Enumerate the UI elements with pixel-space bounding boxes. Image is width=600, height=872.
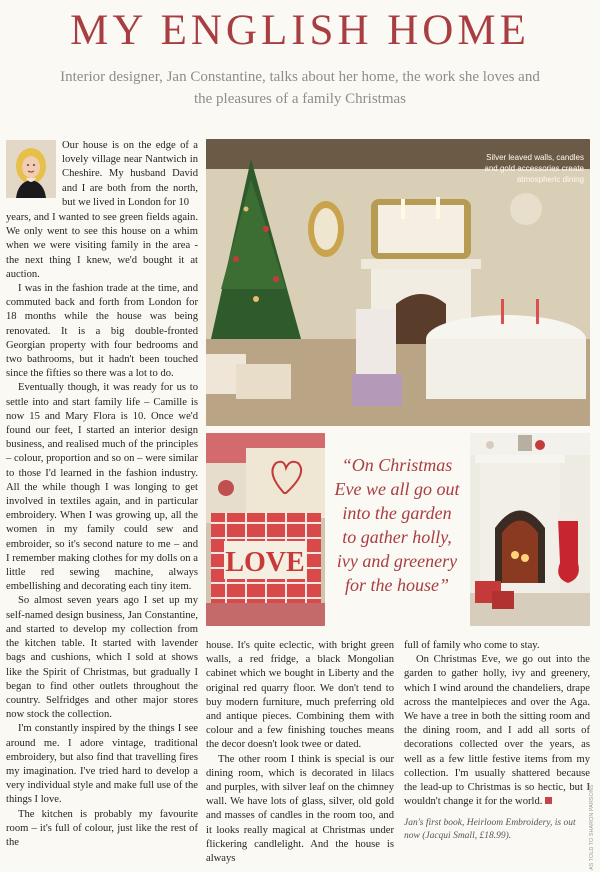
- photo-credit: AS TOLD TO SHARON PARSONS: [589, 784, 595, 870]
- paragraph-text: On Christmas Eve, we go out into the garden to gather holly, ivy and greenery, which I wind around the chandeliers, drape across the mantelpieces and over the Aga. We have a tree in both the sitting room and the dining room, and I add all sorts of decorations collected over the years, as well as a few little festive items from my collection. I'm usually shattered because the lead-up to Christmas is so hectic, but I wouldn't change it for the world.: [404, 654, 590, 808]
- article-intro: [62, 139, 198, 210]
- paragraph: So almost seven years ago I set up my self-named design business, Jan Constantine, and started to develop my collection from the kitchen table. It started with lavender bags and cushions, which I sold at shows like the Spirit of Christmas, but gradually I began to find other outlets throughout the country. Selfridges and other major stores now stock the collection.: [6, 595, 198, 721]
- paragraph: I was in the fashion trade at the time, and commuted back and forth from London for 18 months while the house was being renovated. It is a big double-fronted Georgian property with four bedrooms and two bathrooms, but it hadn't been touched since the fifties so there was a lot to do.: [6, 283, 198, 380]
- paragraph: full of family who come to stay.: [404, 640, 540, 651]
- author-portrait: [6, 140, 56, 198]
- pull-quote: “On Christmas Eve we all go out into the garden to gather holly, ivy and greenery for the house”: [334, 455, 460, 595]
- paragraph: The kitchen is probably my favourite room – it's full of colour, just like the rest of the: [6, 808, 198, 848]
- svg-text:LOVE: LOVE: [225, 547, 305, 578]
- paragraph: [404, 653, 590, 809]
- intro-paragraph: Our house is on the edge of a lovely village near Nantwich in Cheshire. My husband David and I are both from the north, but we lived in London for 10: [62, 140, 198, 208]
- article-column-1: [6, 211, 198, 850]
- article-column-2: [206, 639, 394, 866]
- book-note: Jan's first book, Heirloom Embroidery, is out now (Jacqui Small, £18.99).: [404, 818, 576, 842]
- cushions-photo: [206, 433, 325, 626]
- article-column-3: [404, 639, 590, 843]
- photo-caption: Silver leaved walls, candles and gold accessories create atmospheric dining: [484, 153, 584, 184]
- paragraph: house. It's quite eclectic, with bright green walls, a red fridge, a black Mongolian cabinet which we bought in Liberty and the original red quarry floor. We don't tend to buy modern furniture, much preferring old and antique pieces. Combining them with colour and a few finishing touches means the decor doesn't look twee or dated.: [206, 640, 394, 751]
- page-subtitle: Interior designer, Jan Constantine, talks about her home, the work she loves and the pleasures of a family Christmas: [60, 69, 540, 107]
- paragraph: Eventually though, it was ready for us to settle into and start family life – Camille is now 15 and Mary Flora is 10. Once we'd found our feet, I started an interior design business, and realised much of the principles – colour, proportion and so on – were similar to those I'd learned in the fashion industry. All the while though I was longing to get involved in textiles again, and in particular embroidery. When I was growing up, all the women in my family could sew and embroider, so it's second nature to me – and I remember making clothes for my dolls on a little red sewing machine, always embellishing and decorating each tiny item.: [6, 382, 198, 593]
- fireplace-photo: [470, 433, 590, 626]
- end-mark: [545, 797, 552, 804]
- page-title: MY ENGLISH HOME: [70, 7, 530, 54]
- paragraph: The other room I think is special is our dining room, which is decorated in lilacs and purples, with silver leaf on the chimney wall. We have lots of glass, silver, old gold and masses of candles in the room too, and it looks really magical at Christmas under flickering candlelight. And the house is always: [206, 753, 394, 865]
- paragraph: I'm constantly inspired by the things I see around me. I adore vintage, traditional embroidery, but also find that travelling fires my imagination. I've tried hard to develop a very individual style and make full use of the things I love.: [6, 723, 198, 806]
- paragraph: years, and I wanted to see green fields again. We only went to see this house on a whim when we were visiting family in the area - the next thing I knew, we'd bought it at auction.: [6, 212, 198, 280]
